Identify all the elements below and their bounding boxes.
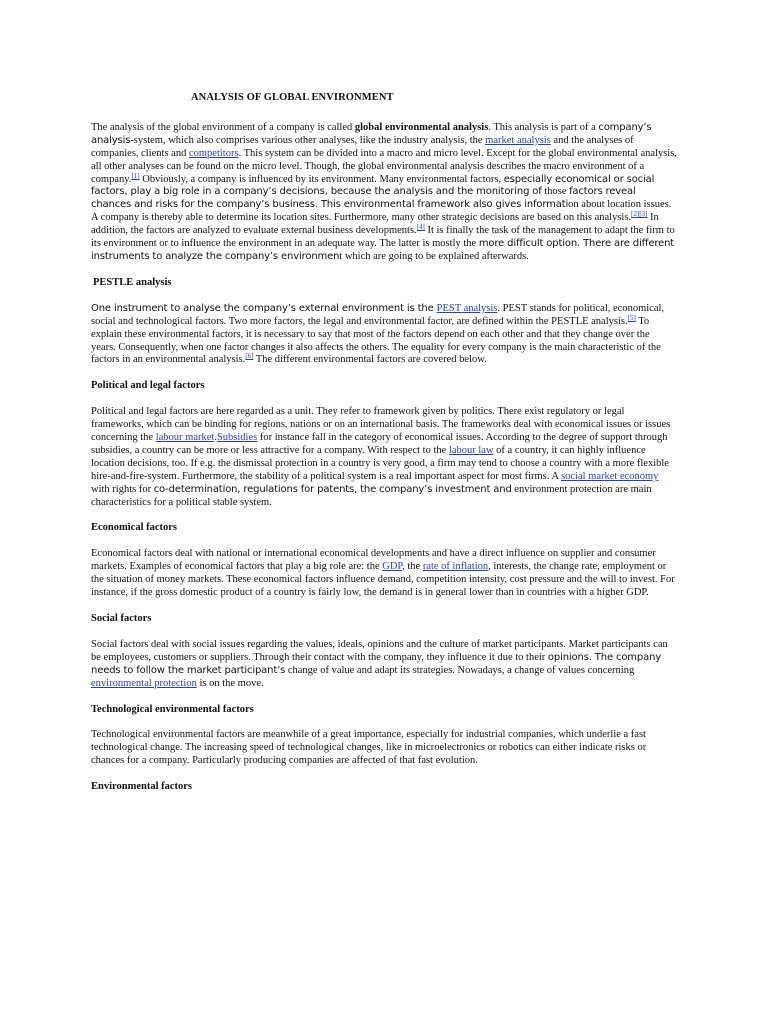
text-run: and the analyses of companies, clients and xyxy=(91,134,634,159)
text-run: Obviously, a company is influenced by its environment. Many environmental factors, xyxy=(139,173,504,185)
text-run: with rights for xyxy=(91,483,154,495)
reference-2-3-link[interactable]: [2][3] xyxy=(631,210,648,219)
text-run: In addition, the factors are analyzed to evaluate external business developments. xyxy=(91,212,659,237)
gdp-link[interactable]: GDP xyxy=(382,561,403,573)
text-run: . This analysis is part of a xyxy=(488,121,599,133)
environmental-protection-link[interactable]: environmental protection xyxy=(91,677,197,689)
labour-market-link[interactable]: labour market xyxy=(155,432,215,444)
text-run: It is finally the task of the management to adapt the firm to its environment or to influence the environment in an adequate way. The latter is mostly the xyxy=(91,225,675,250)
text-run: Political and legal factors are here regarded as a unit. They refer to framework given by politics. There exist regulatory or legal frameworks, which can be binding for regions, nations or on an international basis. The frameworks deal with economical issues or issues concerning the xyxy=(91,406,671,444)
text-run: factors reveal chances and risks for the company’s business. This environmental framework also gives informati xyxy=(91,186,636,211)
text-run: opinions. The company needs to follow the market participant’s xyxy=(91,651,662,676)
text-run: more difficult option. There are different instruments to analyze the company’s environmen xyxy=(91,238,675,262)
text-run: -system, which also comprises various other analyses, like the industry analysis, the xyxy=(130,134,486,146)
economical-paragraph xyxy=(91,548,677,600)
text-run: is on the move. xyxy=(196,677,264,689)
bold-term: global environmental analysis xyxy=(354,121,489,133)
document-title: ANALYSIS OF GLOBAL ENVIRONMENT xyxy=(191,92,394,103)
text-run: Economical factors deal with national or international economical developments and have a direct influence on supplier and consumer markets. Examples of economical factors that play a big role are: the xyxy=(91,548,656,573)
environmental-heading: Environmental factors xyxy=(91,781,193,793)
competitors-link[interactable]: competitors xyxy=(188,147,239,159)
text-run: for instance fall in the category of economical issues. According to the degree of support through subsidies, a country can be more or less attractive for a company. With respect to the xyxy=(91,432,668,456)
reference-1-link[interactable]: [1] xyxy=(131,171,140,180)
technological-paragraph: Technological environmental factors are meanwhile of a great importance, especially for industrial companies, which underlie a fast technological change. The increasing speed of technological changes, like in microelectronics or robotics can either indicate risks or chances for a company. Particularly producing companies are affected of that fast evolution. xyxy=(91,729,647,767)
social-market-economy-link[interactable]: social market economy xyxy=(561,470,659,482)
pestle-paragraph xyxy=(91,303,677,368)
pest-analysis-link[interactable]: PEST analysis xyxy=(436,302,498,314)
text-run: environment protection are main characteristics for a political stable system. xyxy=(91,483,652,508)
text-run: The analysis of the global environment of a company is called xyxy=(91,121,355,133)
text-run: co-determination, regulations for patents, the company’s investment and xyxy=(153,483,512,495)
text-run: , interests, the change rate, employment or the situation of money markets. These economical factors influence demand, competition intensity, cost pressure and the will to invest. For instance, if the gross domestic product of a country is fairly low, the demand is in general lower than in countries with a higher GDP. xyxy=(91,561,675,599)
text-run: One instrument to analyse the company’s external environment is the xyxy=(91,302,437,314)
text-run: To explain these environmental factors, it is necessary to say that most of the factors depend on each other and that they change over the years. Consequently, when one factor changes it also affects the others. The equality for every company is the main characteristic of the factors in an environmental analysis. xyxy=(91,315,661,366)
reference-5-link[interactable]: [5] xyxy=(627,313,636,322)
text-run: of a country, it can highly influence location decisions, too. If e.g. the dismissal protection in a country is very good, a firm may tend to choose a country with a more flexible hire-and-fire-system. Furthermore, the stability of a political system is a real important aspect for most firms. A xyxy=(91,444,669,482)
subsidies-link[interactable]: Subsidies xyxy=(216,432,258,444)
text-run: The different environmental factors are covered below. xyxy=(253,354,487,366)
social-heading: Social factors xyxy=(91,613,152,624)
text-run: Social factors deal with social issues regarding the values, ideals, opinions and the culture of market participants. Market participants can be employees, customers or suppliers. Through their contact with the company, they influence it due to their xyxy=(91,638,668,663)
text-run: those xyxy=(541,186,570,198)
intro-paragraph xyxy=(91,122,677,264)
economical-heading: Economical factors xyxy=(91,522,178,534)
text-run: on about location issues. A company is thereby able to determine its location sites. Furthermore, many other strategic decisions are based on this analysis. xyxy=(91,199,672,224)
reference-6-link[interactable]: [6] xyxy=(245,352,254,361)
labour-law-link[interactable]: labour law xyxy=(448,444,494,456)
social-paragraph xyxy=(91,639,677,691)
technological-heading: Technological environmental factors xyxy=(91,703,254,715)
text-run: . This system can be divided into a macro and micro level. Except for the global environmental analysis, all other analyses can be found on the micro level. Though, the global environmental analysis describes the macro environment of a company. xyxy=(91,147,677,185)
political-heading: Political and legal factors xyxy=(91,380,205,392)
rate-of-inflation-link[interactable]: rate of inflation xyxy=(422,561,489,573)
text-run: t which are going to be explained afterwards. xyxy=(339,250,529,262)
pestle-heading: PESTLE analysis xyxy=(93,276,172,288)
text-run: . PEST stands for political, economical, social and technological factors. Two more factors, the legal and environmental factor, are defined within the PESTLE analysis. xyxy=(91,302,665,327)
reference-4-link[interactable]: [4] xyxy=(416,223,425,232)
text-run: company’s analysis xyxy=(91,121,652,146)
text-run: especially economical or social factors, play a big role in a company’s decisions, because the analysis and the monitoring of xyxy=(91,173,655,198)
document-body xyxy=(91,92,677,794)
text-run: , the xyxy=(402,561,423,573)
text-run: . xyxy=(214,432,217,444)
market-analysis-link[interactable]: market analysis xyxy=(485,134,551,146)
political-paragraph xyxy=(91,406,677,509)
text-run: change of value and adapt its strategies. Nowadays, a change of values concerning xyxy=(285,664,635,676)
